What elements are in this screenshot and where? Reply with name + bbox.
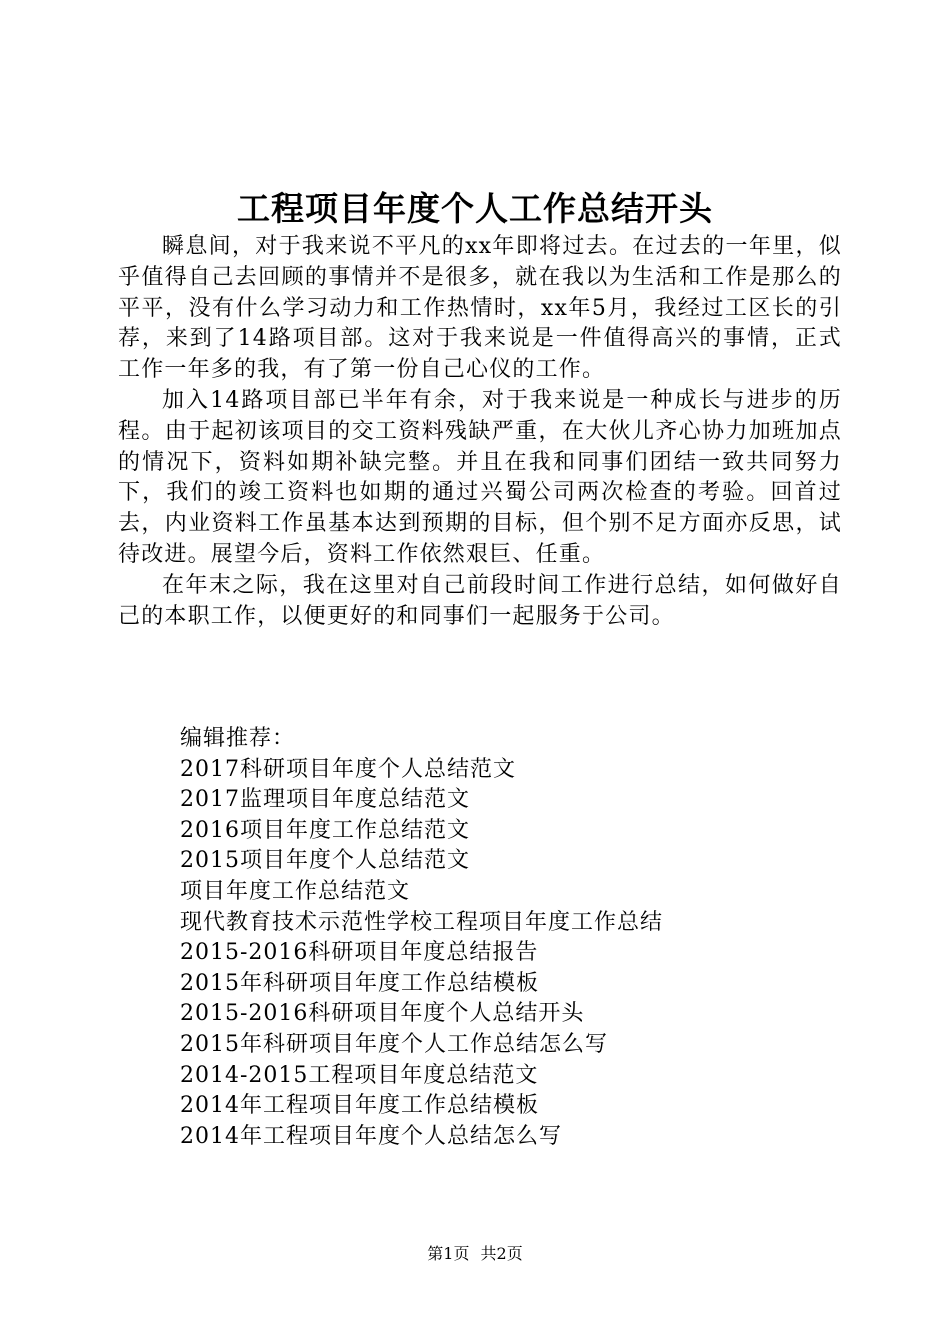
recommend-link[interactable]: 2017科研项目年度个人总结范文 <box>180 756 516 782</box>
recommend-link[interactable]: 项目年度工作总结范文 <box>180 878 411 904</box>
recommend-link[interactable]: 2014年工程项目年度个人总结怎么写 <box>180 1123 562 1149</box>
recommend-link[interactable]: 2014年工程项目年度工作总结模板 <box>180 1093 539 1119</box>
recommend-link[interactable]: 2014-2015工程项目年度总结范文 <box>180 1062 539 1088</box>
paragraph-2: 加入14路项目部已半年有余，对于我来说是一种成长与进步的历程。由于起初该项目的交工资料残缺严重，在大伙儿齐心协力加班加点的情况下，资料如期补缺完整。并且在我和同事们团结一致共同努力下，我们的竣工资料也如期的通过兴蜀公司两次检查的考验。回首过去，内业资料工作虽基本达到预期的目标，但个别不足方面亦反思，试待改进。展望今后，资料工作依然艰巨、任重。 <box>118 387 842 567</box>
paragraph-1: 瞬息间，对于我来说不平凡的xx年即将过去。在过去的一年里，似乎值得自己去回顾的事情并不是很多，就在我以为生活和工作是那么的平平，没有什么学习动力和工作热情时，xx年5月，我经过工区长的引荐，来到了14路项目部。这对于我来说是一件值得高兴的事情，正式工作一年多的我，有了第一份自己心仪的工作。 <box>118 234 842 383</box>
recommend-link[interactable]: 2015-2016科研项目年度总结报告 <box>180 940 539 966</box>
recommend-link[interactable]: 2015年科研项目年度工作总结模板 <box>180 970 539 996</box>
paragraph-3: 在年末之际，我在这里对自己前段时间工作进行总结，如何做好自己的本职工作，以便更好的和同事们一起服务于公司。 <box>118 572 842 629</box>
recommend-link[interactable]: 现代教育技术示范性学校工程项目年度工作总结 <box>180 909 664 935</box>
recommend-link[interactable]: 2017监理项目年度总结范文 <box>180 787 470 813</box>
recommend-link[interactable]: 2015-2016科研项目年度个人总结开头 <box>180 1001 585 1027</box>
recommend-link[interactable]: 2015项目年度个人总结范文 <box>180 848 470 874</box>
recommend-section <box>180 724 663 1152</box>
recommend-list <box>180 755 663 1153</box>
recommend-heading: 编辑推荐： <box>180 726 296 751</box>
document-title: 工程项目年度个人工作总结开头 <box>237 189 713 228</box>
recommend-link[interactable]: 2015年科研项目年度个人工作总结怎么写 <box>180 1031 608 1057</box>
page-number-total: 共2页 <box>480 1244 523 1263</box>
recommend-link[interactable]: 2016项目年度工作总结范文 <box>180 817 470 843</box>
page-footer <box>0 1242 950 1266</box>
page-number-current: 第1页 <box>427 1244 470 1263</box>
document-body <box>118 232 842 632</box>
